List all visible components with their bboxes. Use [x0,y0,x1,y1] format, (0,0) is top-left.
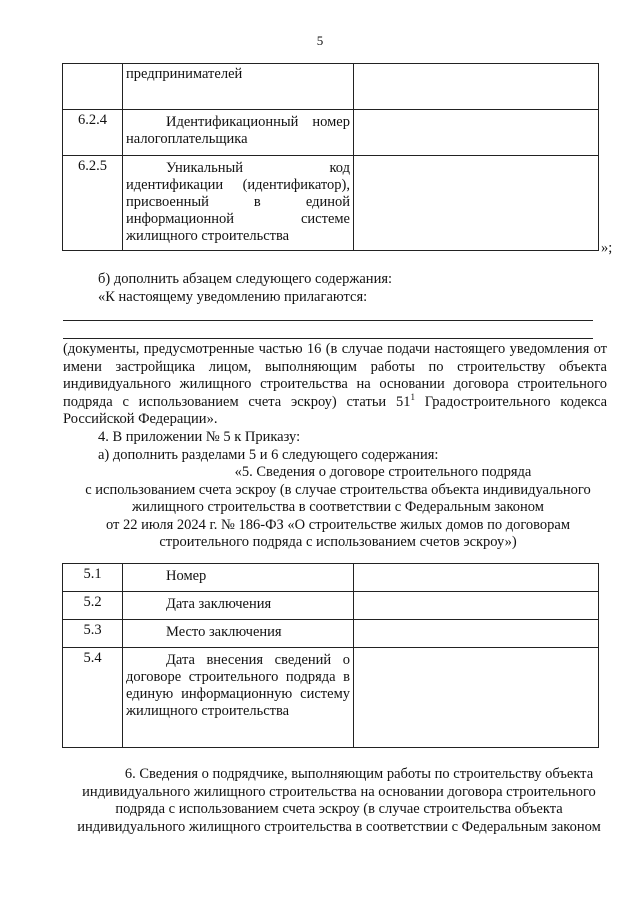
row-number: 6.2.4 [63,110,123,156]
table-row [63,648,599,748]
row-number: 5.3 [63,620,123,648]
row-label: предпринимателей [123,64,354,110]
row-number [63,64,123,110]
row-value-cell[interactable] [354,110,599,156]
section-5-heading [40,464,636,552]
row-value-cell[interactable] [354,156,599,251]
item-4a: а) дополнить разделами 5 и 6 следующего содержания: [98,447,439,463]
table-row [63,564,599,592]
row-value-cell[interactable] [354,620,599,648]
paragraph-b: б) дополнить абзацем следующего содержания: [98,271,393,287]
table-row [63,156,599,251]
page-number: 5 [316,33,324,48]
row-label: Дата заключения [166,596,272,612]
paragraph-attachments: «К настоящему уведомлению прилагаются: [98,289,368,305]
documents-note-text-end: Градостроительного кодекса Российской Федерации». [63,393,607,427]
row-label: Номер [166,568,207,584]
fill-in-line[interactable] [63,320,593,321]
table-row [63,620,599,648]
row-number: 5.4 [63,648,123,748]
section-6-text [60,766,618,836]
row-value-cell[interactable] [354,564,599,592]
row-number: 5.1 [63,564,123,592]
item-4: 4. В приложении № 5 к Приказу: [98,429,301,445]
documents-note [63,341,607,429]
row-value-cell[interactable] [354,592,599,620]
row-label: Место заключения [166,624,282,640]
row-label: Идентификационный номер налогоплательщика [126,114,350,147]
row-value-cell[interactable] [354,64,599,110]
row-number: 5.2 [63,592,123,620]
heading-line: «5. Сведения о договоре строительного подряда [234,464,532,480]
heading-line: строительного подряда с использованием счетов эскроу») [159,534,517,550]
table-section-5 [62,563,599,748]
table-row [63,64,599,110]
row-value-cell[interactable] [354,648,599,748]
heading-line: с использованием счета эскроу (в случае строительства объекта индивидуального [85,481,591,498]
table-section-6-2 [62,63,599,251]
heading-line: жилищного строительства в соответствии с Федеральным законом [132,499,544,515]
row-label: Дата внесения сведений о договоре строительного подряда в единую информационную систему жилищного строительства [126,652,350,719]
row-number: 6.2.5 [63,156,123,251]
heading-line: от 22 июля 2024 г. № 186-ФЗ «О строительстве жилых домов по договорам [105,516,571,533]
closing-quote-mark: »; [601,240,613,256]
table-row [63,592,599,620]
table-row [63,110,599,156]
row-label: Уникальный код идентификации (идентификатор), присвоенный в единой информационной системе жилищного строительства [126,160,350,244]
documents-note-text: (документы, предусмотренные частью 16 (в случае подачи настоящего уведомления от имени застройщика лицом, выполняющим работы по строительству объекта индивидуального жилищного строительства на основании договора строительного подряда с использованием счета эскроу) статьи 51 [63,341,607,410]
fill-in-line[interactable] [63,338,593,339]
article-superscript: 1 [410,391,415,402]
section-6-paragraph: 6. Сведения о подрядчике, выполняющим работы по строительству объекта индивидуального жилищного строительства на основании договора строительного подряда с использованием счета эскроу (в случае строительства объекта индивидуального жилищного строительства в соответствии с Федеральным законом [77,766,601,835]
